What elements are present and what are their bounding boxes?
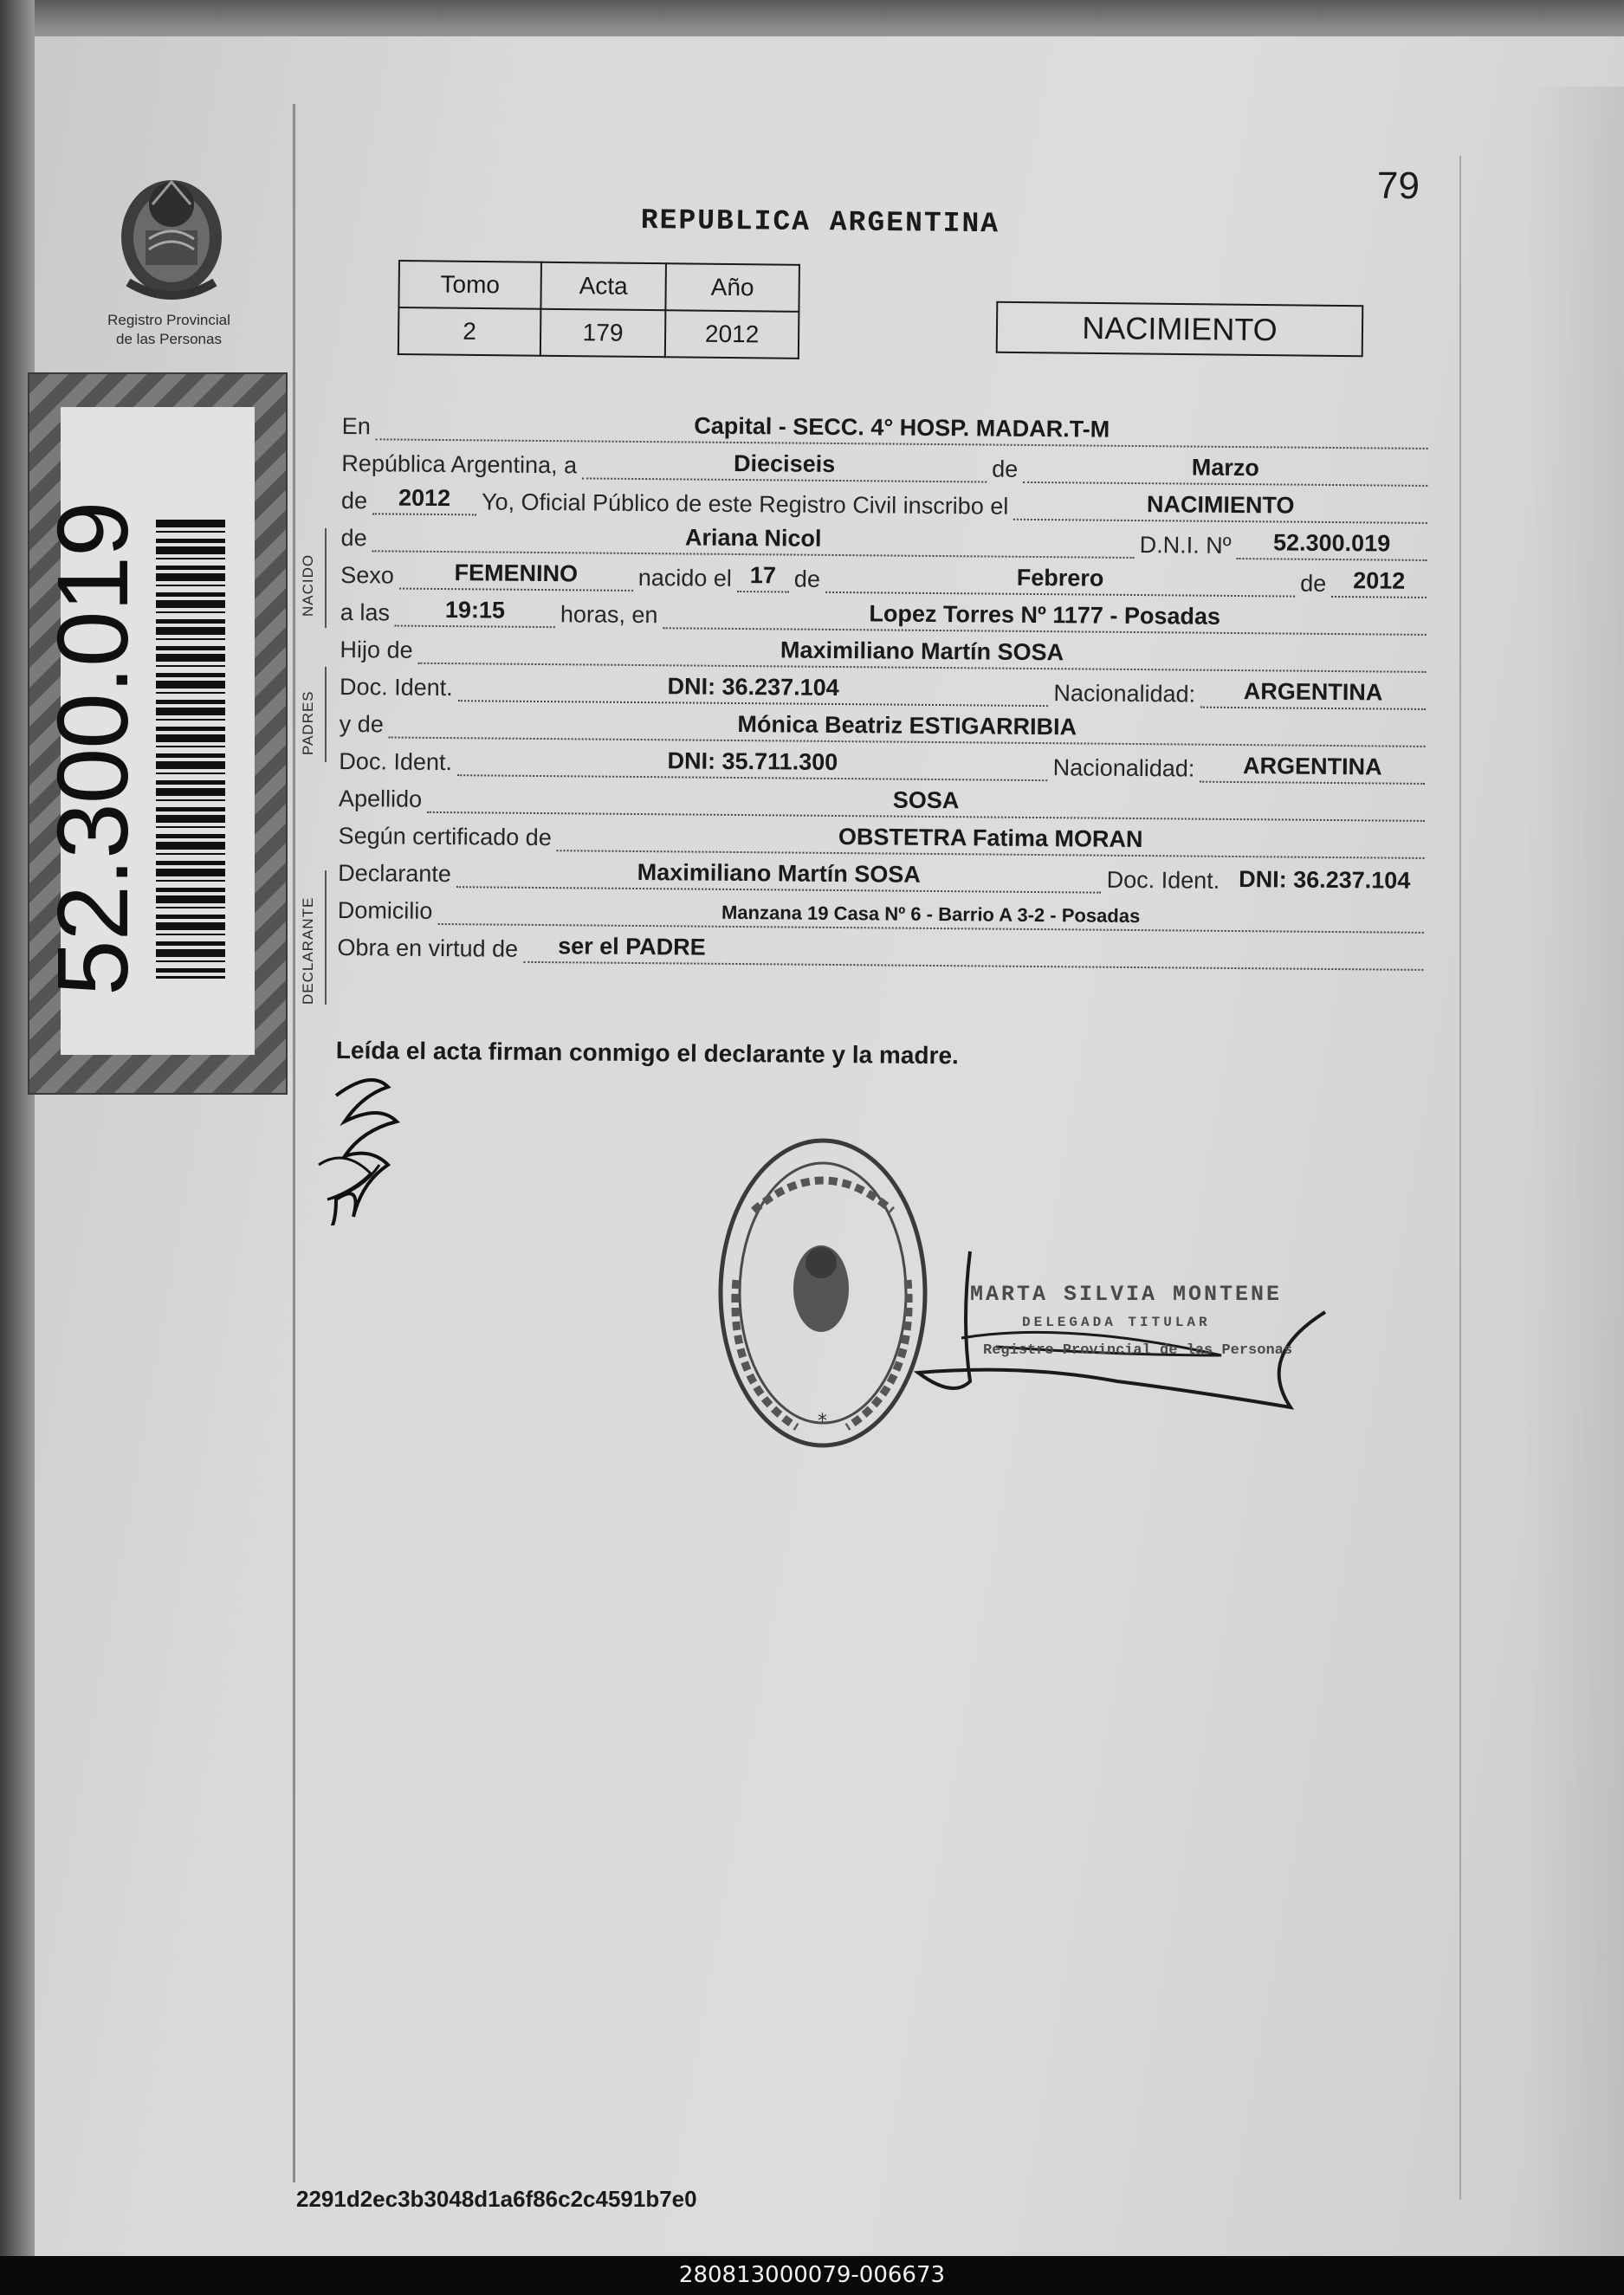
document-title: REPUBLICA ARGENTINA	[640, 204, 1000, 241]
record-table	[398, 260, 800, 359]
record-header-tomo: Tomo	[398, 261, 541, 309]
birth-record-form	[337, 403, 1433, 971]
de-label: de	[992, 456, 1019, 482]
record-value-acta: 179	[540, 309, 666, 358]
de-label: de	[340, 487, 368, 514]
stamp-officer-name: MARTA SILVIA MONTENE	[970, 1282, 1283, 1307]
document-hash: 2291d2ec3b3048d1a6f86c2c4591b7e0	[296, 2186, 697, 2212]
child-name: Ariana Nicol	[372, 521, 1135, 559]
birth-time: 19:15	[395, 597, 555, 629]
scan-id-bar: 280813000079-006673	[0, 2256, 1624, 2295]
de-label: de	[340, 524, 367, 552]
father-nationality: ARGENTINA	[1200, 678, 1426, 710]
mother-nationality: ARGENTINA	[1200, 753, 1425, 785]
section-divider-padres	[325, 667, 327, 762]
section-divider-nacido	[325, 528, 327, 628]
registration-day: Dieciseis	[582, 449, 987, 482]
dni-label: D.N.I. Nº	[1139, 532, 1232, 559]
birth-place: Lopez Torres Nº 1177 - Posadas	[663, 598, 1427, 636]
nacionalidad-label: Nacionalidad:	[1052, 754, 1195, 782]
declarant-doc: DNI: 36.237.104	[1239, 866, 1411, 894]
record-table-header-row	[398, 261, 799, 312]
horas-label: horas, en	[560, 601, 658, 629]
record-header-anio: Año	[665, 263, 799, 312]
nacido-label: nacido el	[637, 564, 733, 592]
doc-ident-label: Doc. Ident.	[339, 747, 453, 776]
provincial-crest-logo	[102, 152, 241, 308]
id-number-vertical: 52.300.019	[36, 501, 149, 996]
doc-ident-label: Doc. Ident.	[340, 673, 453, 701]
stamp-officer-role: DELEGADA TITULAR	[1022, 1315, 1211, 1330]
surname: SOSA	[427, 783, 1425, 822]
section-label-nacido: NACIDO	[300, 553, 316, 617]
right-margin-rule	[1459, 156, 1461, 2200]
page-number: 79	[1377, 165, 1420, 207]
hijo-label: Hijo de	[340, 636, 413, 663]
mother-name: Mónica Beatriz ESTIGARRIBIA	[389, 708, 1426, 747]
father-name: Maximiliano Martín SOSA	[417, 634, 1426, 673]
registration-year: 2012	[372, 484, 476, 515]
record-value-tomo: 2	[398, 307, 541, 356]
declarante-label: Declarante	[338, 859, 451, 888]
officer-signature	[909, 1234, 1360, 1433]
alas-label: a las	[340, 598, 391, 626]
declarant-relation: ser el PADRE	[523, 933, 1424, 971]
barcode	[156, 520, 225, 979]
registry-label-1: Registro Provincial	[107, 312, 230, 328]
section-label-declarante: DECLARANTE	[300, 896, 316, 1005]
record-header-acta: Acta	[540, 262, 666, 311]
declarant-name: Maximiliano Martín SOSA	[456, 857, 1102, 893]
record-type-box: NACIMIENTO	[996, 301, 1364, 357]
birth-month: Febrero	[825, 563, 1296, 598]
record-value-anio: 2012	[665, 310, 799, 359]
declarant-signature	[301, 1061, 414, 1225]
act-type: NACIMIENTO	[1013, 490, 1427, 524]
registration-month: Marzo	[1023, 453, 1427, 487]
registry-label-2: de las Personas	[116, 331, 222, 347]
oficial-text: Yo, Oficial Público de este Registro Civil inscribo el	[481, 488, 1009, 520]
sexo-label: Sexo	[340, 561, 394, 589]
republica-label: República Argentina, a	[341, 449, 578, 479]
place-of-registration: Capital - SECC. 4° HOSP. MADAR.T-M	[376, 410, 1428, 449]
child-dni: 52.300.019	[1236, 529, 1427, 561]
child-sex: FEMENINO	[399, 559, 633, 592]
nacionalidad-label: Nacionalidad:	[1053, 680, 1196, 708]
birth-day: 17	[737, 562, 789, 593]
birth-year: 2012	[1331, 567, 1427, 598]
yde-label: y de	[339, 710, 384, 738]
stamp-officer-office: Registro Provincial de las Personas	[983, 1342, 1293, 1359]
section-divider-declarante	[325, 870, 327, 1005]
mother-doc: DNI: 35.711.300	[457, 746, 1048, 781]
domicilio-label: Domicilio	[337, 896, 433, 924]
de-label: de	[793, 566, 821, 592]
svg-text:*: *	[818, 1411, 827, 1432]
page-shading	[1524, 87, 1624, 2256]
closing-statement: Leída el acta firman conmigo el declarante y la madre.	[335, 1037, 959, 1070]
binding-edge	[0, 0, 35, 2256]
section-label-padres: PADRES	[300, 690, 316, 755]
de-label: de	[1300, 570, 1327, 597]
margin-rule	[293, 104, 295, 2182]
en-label: En	[341, 412, 371, 440]
segun-label: Según certificado de	[338, 822, 552, 851]
obra-label: Obra en virtud de	[337, 934, 519, 962]
record-table-value-row	[398, 307, 799, 359]
certifier: OBSTETRA Fatima MORAN	[557, 821, 1425, 859]
official-seal-stamp	[702, 1133, 944, 1453]
declarante-doc-label: Doc. Ident.	[1106, 866, 1220, 894]
father-doc: DNI: 36.237.104	[458, 671, 1049, 707]
address: Manzana 19 Casa Nº 6 - Barrio A 3-2 - Posadas	[437, 899, 1424, 934]
apellido-label: Apellido	[338, 785, 423, 812]
